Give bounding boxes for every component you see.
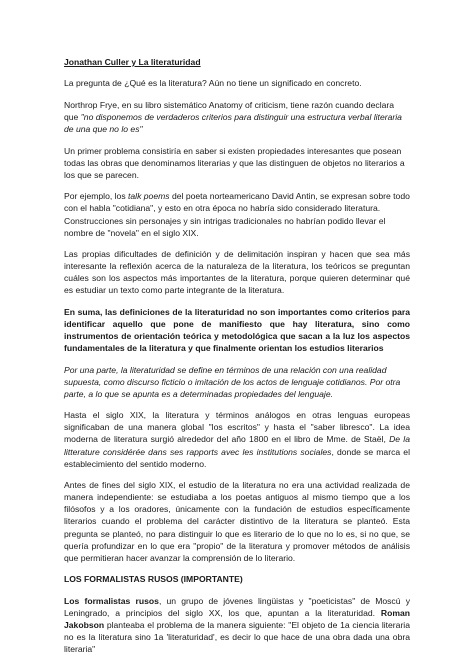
paragraph-3: Un primer problema consistiría en saber si existen propiedades interesantes que posean todas las obras que denominamos literarias y que las distinguen de objetos no literarios a los que se parecen.	[64, 145, 405, 180]
paragraph-10	[64, 595, 410, 655]
paragraph-6-bold: En suma, las definiciones de la literaturidad no son importantes como criterios para identificar aquello que pone de manifiesto que hay literatura, sino como instrumentos de orientación teórica y metodológica que sacan a la luz los aspectos fundamentales de la literatura y que finalmente orientan los estudios literarios	[64, 306, 410, 354]
paragraph-10-bold-a: Los formalistas rusos	[64, 595, 159, 606]
paragraph-2	[64, 99, 410, 135]
paragraph-9: Antes de fines del siglo XIX, el estudio de la literatura no era una actividad realizada de manera independiente: se estudiaba a los poetas antiguos al mismo tiempo que a los filósofos y a los oradores, únicamente con la fundación de estudios específicamente literarios cuando el problema del carácter distintivo de la literatura se planteó. Esta pregunta se planteó, no para distinguir lo que es literario de lo que no lo es, si no que, se quería profundizar en lo que era "propio" de la literatura y promover métodos de análisis que permitieran hacer avanzar la comprensión de lo literario.	[64, 480, 410, 563]
section-heading-formalistas: LOS FORMALISTAS RUSOS (IMPORTANTE)	[64, 574, 243, 585]
paragraph-1: La pregunta de ¿Qué es la literatura? Aún no tiene un significado en concreto.	[64, 78, 362, 89]
paragraph-8-book-title: De la litterature considérée dans ses rapports avec les institutions sociales	[64, 434, 410, 457]
paragraph-4-text-a: Por ejemplo, los	[64, 191, 129, 202]
document-title: Jonathan Culler y La literaturidad	[64, 57, 201, 67]
paragraph-10-bold-c: Roman Jakobson	[64, 607, 410, 630]
paragraph-4-text-c: del poeta norteamericano David Antin, se expresan sobre todo con el habla "cotidiana", y esto en otra época no habría sido considerado literatura. Construcciones sin personajes y sin intrigas tradicionales no habrían podido llevar el nombre de "novela" en el siglo XIX.	[64, 191, 410, 238]
paragraph-8-text-a: Hasta el siglo XIX, la literatura y términos análogos en otras lenguas europeas significaban de una manera global "los escritos" y hasta el "saber libresco". La idea moderna de literatura surgió alrededor del año 1800 en el libro de Mme. de Staël,	[64, 410, 410, 445]
paragraph-8	[64, 409, 410, 469]
paragraph-4	[64, 190, 410, 238]
paragraph-10-text-b: , un grupo de jóvenes lingüistas y "poeticistas" de Moscú y Leningrado, a principios del siglo XX, los que, apuntan a la literaturidad.	[64, 595, 410, 618]
paragraph-4-italic: talk poems	[128, 191, 170, 202]
paragraph-8-text-c: , donde se marca el establecimiento del sentido moderno.	[64, 446, 410, 469]
paragraph-5: Las propias dificultades de definición y de delimitación inspiran y hacen que sea más interesante la reflexión acerca de la naturaleza de la literatura, los teóricos se preguntan cuáles son los aspectos más importantes de la literatura, porque quieren determinar qué es estudiar un texto como parte integrante de la literatura.	[64, 249, 410, 296]
paragraph-10-text-d: planteaba el problema de la manera siguiente: "El objeto de 1a ciencia literaria no es la literatura sino 1a 'literaturidad', es decir lo que hace de una obra dada una obra literaria"	[64, 619, 410, 655]
paragraph-2-quote: "no disponemos de verdaderos criterios para distinguir una estructura verbal literaria de una que no lo es"	[64, 112, 402, 135]
paragraph-2-text: Northrop Frye, en su libro sistemático Anatomy of criticism, tiene razón cuando declara que	[64, 99, 395, 123]
paragraph-7-italic: Por una parte, la literaturidad se define en términos de una relación con una realidad supuesta, como discurso ficticio o imitación de los actos de lenguaje cotidianos. Por otra parte, a lo que se apunta es a determinadas propiedades del lenguaje.	[64, 364, 401, 399]
